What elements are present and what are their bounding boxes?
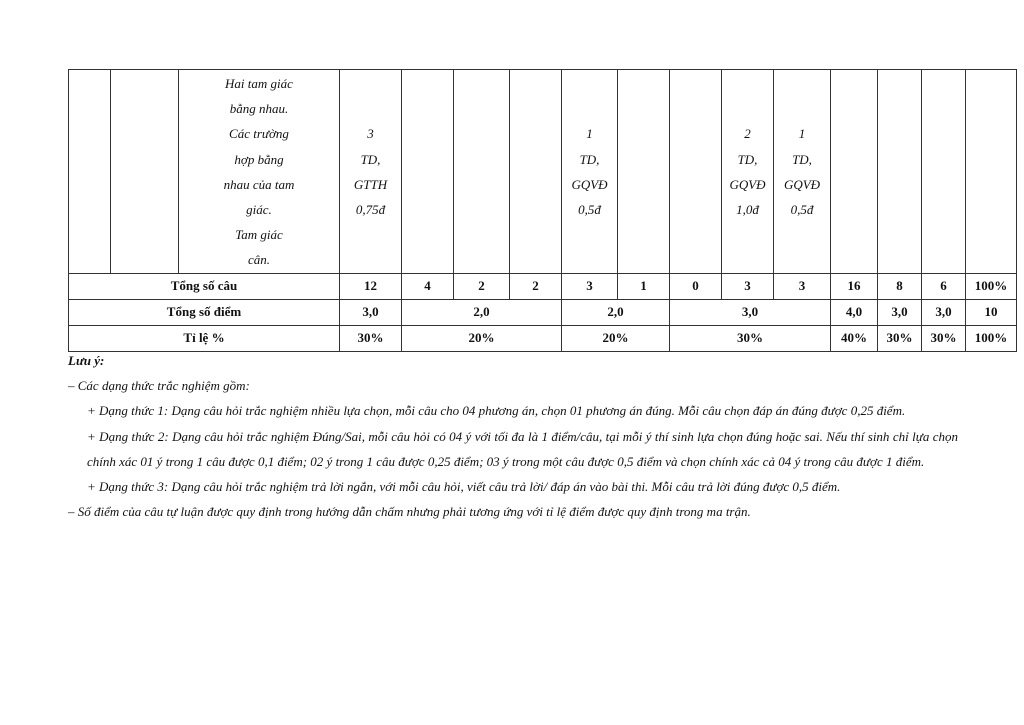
- ratio-value: 20%: [402, 325, 562, 351]
- topic-line: Các trường: [229, 126, 289, 142]
- total-questions-value: 2: [454, 273, 510, 299]
- empty-cell: [922, 70, 966, 274]
- total-points-value: 4,0: [831, 299, 878, 325]
- ratio-value: 30%: [922, 325, 966, 351]
- total-points-value: 2,0: [562, 299, 670, 325]
- total-points-value: 3,0: [922, 299, 966, 325]
- question-count: 2: [744, 126, 751, 142]
- total-questions-value: 12: [340, 273, 402, 299]
- question-skill: GQVĐ: [571, 176, 608, 192]
- question-points: 1,0đ: [736, 202, 759, 217]
- empty-cell: [618, 70, 670, 274]
- ratio-value: 100%: [966, 325, 1017, 351]
- question-count: 1: [798, 126, 806, 142]
- total-questions-value: 3: [722, 273, 774, 299]
- notes-item: + Dạng thức 3: Dạng câu hỏi trắc nghiệm trả lời ngắn, với mỗi câu hỏi, viết câu trả lời/ đáp án vào bài thi. Mỗi câu trả lời đúng được 0,5 điểm.: [87, 479, 841, 495]
- total-points-value: 2,0: [402, 299, 562, 325]
- topic-row: [69, 70, 1017, 274]
- total-questions-value: 16: [831, 273, 878, 299]
- level-cell: [340, 70, 402, 274]
- level-cell: [562, 70, 618, 274]
- total-questions-value: 0: [670, 273, 722, 299]
- empty-cell: [670, 70, 722, 274]
- notes-item: + Dạng thức 2: Dạng câu hỏi trắc nghiệm Đúng/Sai, mỗi câu hỏi có 04 ý với tối đa là 1 điểm/câu, tại mỗi ý thí sinh lựa chọn đúng hoặc sai. Nếu thí sinh chỉ lựa chọn chính xác 01 ý trong 1 câu được 0,1 điểm; 02 ý trong 1 câu được 0,25 điểm; 03 ý trong một câu được 0,5 điểm và chọn chính xác cả 04 ý trong câu được 1 điểm.: [87, 428, 958, 469]
- ratio-label: Tỉ lệ %: [69, 325, 340, 351]
- empty-cell: [454, 70, 510, 274]
- ratio-value: 30%: [670, 325, 831, 351]
- empty-cell: [831, 70, 878, 274]
- total-questions-row: [69, 273, 1017, 299]
- question-skill: GQVĐ: [729, 176, 766, 192]
- ratio-value: 30%: [878, 325, 922, 351]
- notes-heading: Lưu ý:: [68, 353, 105, 368]
- notes-line: – Số điểm của câu tự luận được quy định trong hướng dẫn chấm nhưng phải tương ứng với tỉ lệ điểm được quy định trong ma trận.: [68, 504, 751, 520]
- blank-cell: [69, 70, 111, 274]
- empty-cell: [878, 70, 922, 274]
- total-points-label: Tổng số điểm: [69, 299, 340, 325]
- total-questions-value: 100%: [966, 273, 1017, 299]
- question-points: 0,5đ: [578, 202, 601, 217]
- total-questions-value: 3: [562, 273, 618, 299]
- total-questions-label: Tổng số câu: [69, 273, 340, 299]
- question-count: 1: [586, 126, 593, 142]
- notes-item: + Dạng thức 1: Dạng câu hỏi trắc nghiệm nhiều lựa chọn, mỗi câu cho 04 phương án, chọn 01 phương án đúng. Mỗi câu chọn đáp án đúng được 0,25 điểm.: [87, 403, 906, 419]
- total-questions-value: 4: [402, 273, 454, 299]
- question-skill: GQVĐ: [783, 176, 821, 192]
- total-questions-value: 3: [774, 273, 831, 299]
- ratio-value: 30%: [340, 325, 402, 351]
- topic-cell: [179, 70, 340, 274]
- question-type: TD,: [360, 151, 381, 167]
- total-questions-value: 2: [510, 273, 562, 299]
- total-questions-value: 6: [922, 273, 966, 299]
- total-points-value: 3,0: [878, 299, 922, 325]
- question-type: TD,: [579, 151, 600, 167]
- topic-line: bằng nhau.: [229, 101, 289, 117]
- question-count: 3: [367, 126, 374, 142]
- blank-cell: [111, 70, 179, 274]
- notes-line: – Các dạng thức trắc nghiệm gồm:: [68, 378, 250, 394]
- empty-cell: [510, 70, 562, 274]
- topic-line: Hai tam giác: [225, 76, 293, 91]
- empty-cell: [402, 70, 454, 274]
- question-type: TD,: [792, 151, 812, 167]
- question-points: 0,5đ: [790, 202, 814, 217]
- notes-section: [68, 348, 958, 524]
- topic-line: cân.: [247, 252, 271, 268]
- question-skill: GTTH: [353, 176, 388, 192]
- topic-line: Tam giác: [235, 227, 283, 243]
- level-cell: [722, 70, 774, 274]
- level-cell: [774, 70, 831, 274]
- total-points-value: 3,0: [670, 299, 831, 325]
- topic-line: nhau của tam: [223, 176, 295, 192]
- total-questions-value: 1: [618, 273, 670, 299]
- matrix-table: [68, 69, 1017, 352]
- ratio-value: 20%: [562, 325, 670, 351]
- question-type: TD,: [737, 151, 758, 167]
- topic-line: giác.: [246, 202, 272, 218]
- total-points-value: 10: [966, 299, 1017, 325]
- total-questions-value: 8: [878, 273, 922, 299]
- ratio-value: 40%: [831, 325, 878, 351]
- empty-cell: [966, 70, 1017, 274]
- question-points: 0,75đ: [355, 202, 386, 217]
- total-points-value: 3,0: [340, 299, 402, 325]
- total-points-row: [69, 299, 1017, 325]
- topic-line: hợp bằng: [234, 151, 284, 167]
